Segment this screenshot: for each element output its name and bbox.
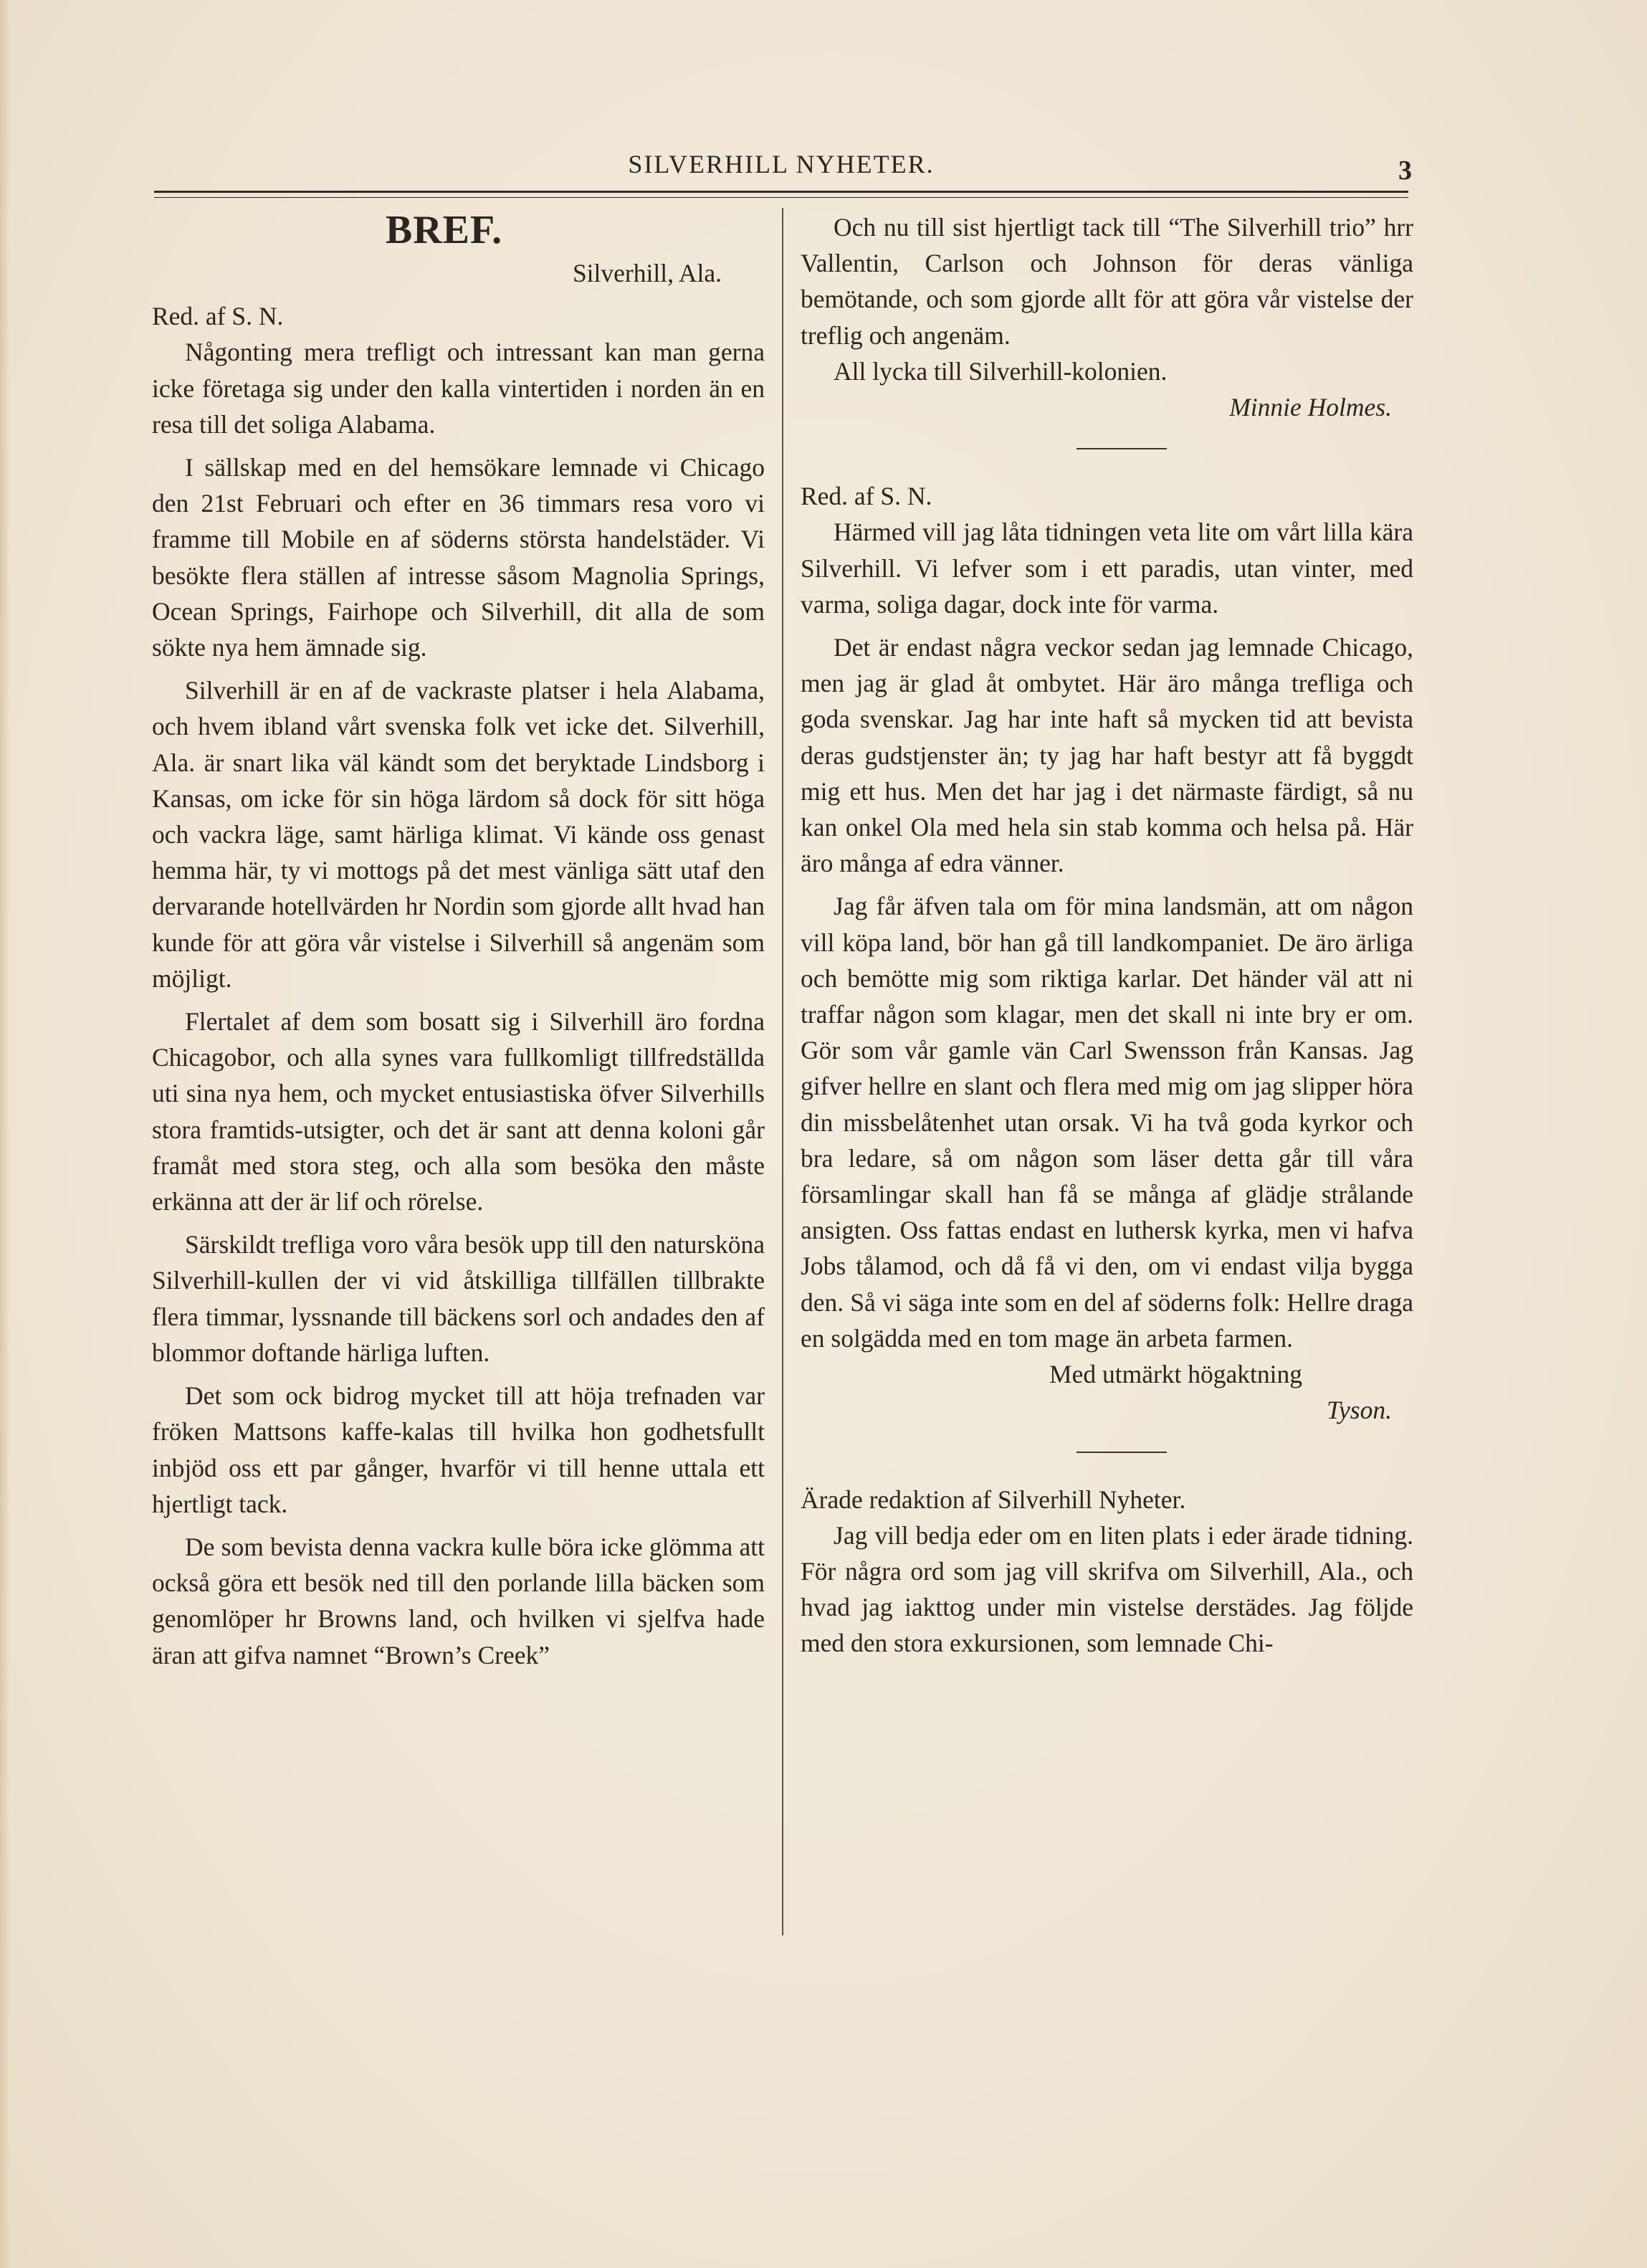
letter-salutation: Red. af S. N. [801, 482, 932, 511]
left-column [152, 209, 765, 1673]
paragraph: Härmed vill jag låta tidningen veta lite om vårt lilla kära Silverhill. Vi lefver som i ett paradis, utan vinter, med varma, soliga dagar, dock inte för varma. [801, 518, 1413, 619]
right-column [801, 209, 1413, 1662]
letter-place: Silverhill, Ala. [572, 259, 722, 287]
running-head: SILVERHILL NYHETER. [628, 150, 935, 178]
paragraph: Det är endast några veckor sedan jag lemnade Chicago, men jag är glad åt ombytet. Här äro många trefliga och goda svenskar. Jag har inte haft så mycken tid att bevista deras gudstjenster än; ty jag har haft bestyr att få byggdt mig ett hus. Men det har jag i det närmaste färdigt, så nu kan onkel Ola med hela sin stab komma och helsa på. Här äro många af edra vänner. [801, 633, 1413, 878]
letter-signature: Tyson. [1326, 1396, 1392, 1425]
paragraph: Flertalet af dem som bosatt sig i Silverhill äro fordna Chicagobor, och alla synes vara fullkomligt tillfredställda uti sina nya hem, och mycket entusiastiska öfver Silverhills stora framtids-utsigter, och det är sant att denna koloni går framåt med stora steg, och alla som besöka den måste erkänna att der är lif och rörelse. [152, 1007, 765, 1216]
letter-salutation: Red. af S. N. [152, 302, 284, 331]
paragraph: Särskildt trefliga voro våra besök upp till den natursköna Silverhill-kullen der vi vid åtskilliga tillfällen tillbrakte flera timmar, lyssnande till bäckens sorl och andades den af blommor doftande härliga luften. [152, 1230, 765, 1367]
paragraph: Och nu till sist hjertligt tack till “The Silverhill trio” hrr Vallentin, Carlson och Johnson för deras vänliga bemötande, och som gjorde allt för att göra vår vistelse der treflig och angenäm. [801, 213, 1413, 350]
paragraph: I sällskap med en del hemsökare lemnade vi Chicago den 21st Februari och efter en 36 timmars resa voro vi framme till Mobile en af söderns största handelstäder. Vi besökte flera ställen af intresse såsom Magnolia Springs, Ocean Springs, Fairhope och Silverhill, dit alla de som sökte nya hem ämnade sig. [152, 453, 765, 662]
letter-signature: Minnie Holmes. [1229, 393, 1392, 422]
column-divider [782, 208, 783, 1935]
letter-closing: Med utmärkt högaktning [1049, 1360, 1302, 1389]
paragraph: Jag vill bedja eder om en liten plats i eder ärade tidning. För några ord som jag vill skrifva om Silverhill, Ala., och hvad jag iakttog under min vistelse derstädes. Jag följde med den stora exkursionen, som lemnade Chi- [801, 1520, 1413, 1658]
page-edge-shadow [0, 0, 10, 2268]
article-headline: BREF. [385, 208, 503, 252]
page-number: 3 [1398, 156, 1412, 186]
paragraph: Silverhill är en af de vackraste platser i hela Alabama, och hvem ibland vårt svenska folk vet icke det. Silverhill, Ala. är snart lika väl kändt som det beryktade Lindsborg i Kansas, om icke för sin höga lärdom så dock för sitt höga och vackra läge, samt härliga klimat. Vi kände oss genast hemma här, ty vi mottogs på det mest vänliga sätt utaf den dervarande hotellvärden hr Nordin som gjorde allt hvad han kunde för att göra vår vistelse i Silverhill så angenäm som möjligt. [152, 676, 765, 993]
letter-salutation: Ärade redaktion af Silverhill Nyheter. [801, 1485, 1186, 1514]
header-rule [154, 191, 1408, 198]
section-divider [1076, 1452, 1167, 1453]
paragraph: Någonting mera trefligt och intressant kan man gerna icke företaga sig under den kalla vintertiden i norden än en resa till det soliga Alabama. [152, 338, 765, 439]
paragraph: Jag får äfven tala om för mina landsmän, att om någon vill köpa land, bör han gå till landkompaniet. De äro ärliga och bemötte mig som riktiga karlar. Det händer väl att ni traffar någon som klagar, men det skall ni inte bry er om. Gör som vår gamle vän Carl Swensson från Kansas. Jag gifver hellre en slant och flera med mig om jag slipper höra din missbelåtenhet utan orsak. Vi ha två goda kyrkor och bra ledare, så om någon som läser detta går till våra församlingar skall han få se många af glädje strålande ansigten. Oss fattas endast en luthersk kyrka, men vi hafva Jobs tålamod, och då få vi den, om vi endast vilja bygga den. Så vi säga inte som en del af söderns folk: Hellre draga en solgädda med en tom mage än arbeta farmen. [801, 892, 1413, 1353]
paragraph: Det som ock bidrog mycket till att höja trefnaden var fröken Mattsons kaffe-kalas till hvilka hon godhetsfullt inbjöd oss ett par gånger, hvarför vi till henne uttala ett hjertligt tack. [152, 1381, 765, 1518]
section-divider [1076, 448, 1167, 449]
paragraph: De som bevista denna vackra kulle böra icke glömma att också göra ett besök ned till den porlande lilla bäcken som genomlöper hr Browns land, och hvilken vi sjelfva hade äran att gifva namnet “Brown’s Creek” [152, 1532, 765, 1669]
paragraph: All lycka till Silverhill-kolonien. [834, 356, 1168, 386]
page-header [151, 149, 1412, 192]
